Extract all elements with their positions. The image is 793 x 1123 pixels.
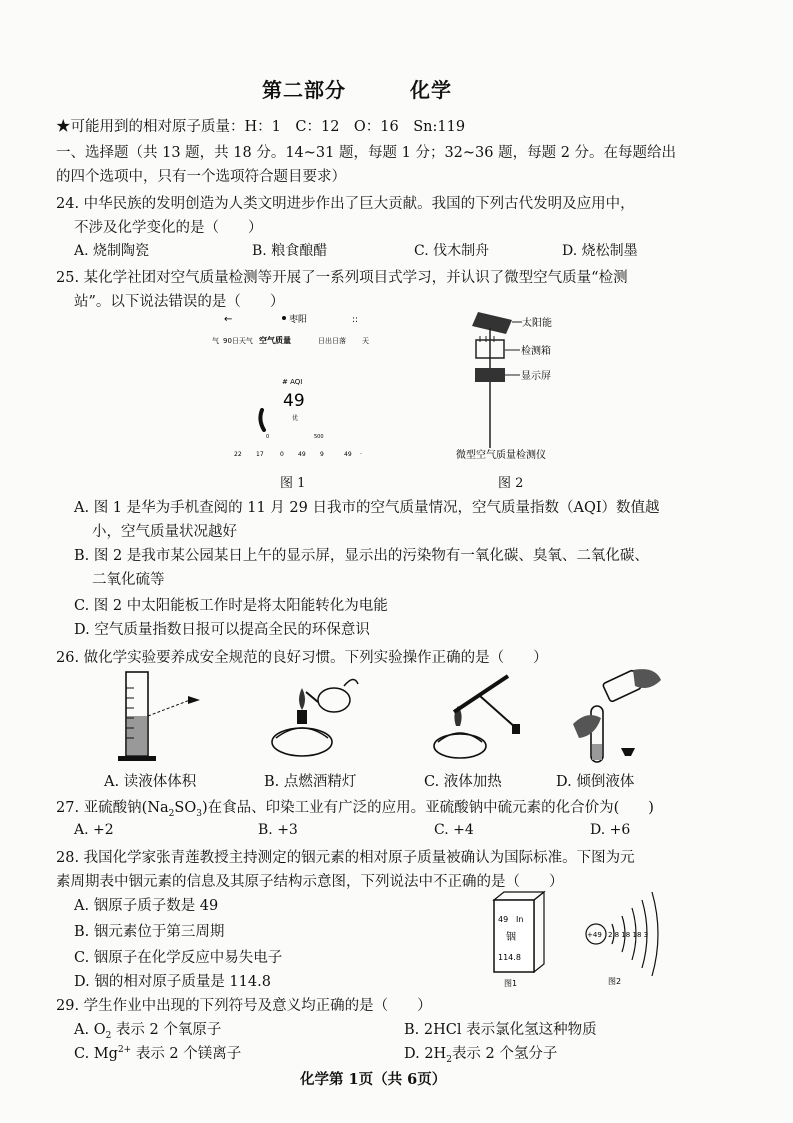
q24-option-b: B. 粮食酿醋: [252, 243, 328, 259]
q26-option-d: D. 倾倒液体: [556, 774, 635, 790]
atomic-number: 49: [498, 915, 509, 924]
section-instructions-1: 一、选择题（共 13 题，共 18 分。14~31 题，每题 1 分；32~36 题，每题 2 分。在每题给出: [56, 145, 677, 161]
tab-sunrise: 日出日落: [318, 337, 346, 345]
eye-icon: [188, 696, 200, 704]
pouring-liquid-icon: [565, 666, 675, 766]
electron-shells: 2 8 18 18 3: [608, 931, 649, 939]
back-arrow-icon: ←: [224, 314, 233, 325]
atom-caption: 图2: [608, 977, 622, 986]
atomic-mass: 114.8: [498, 953, 521, 962]
bottom-value: 9: [320, 451, 324, 458]
q24-stem-2: 不涉及化学变化的是（ ）: [74, 220, 263, 236]
q28-option-b: B. 铟元素位于第三周期: [74, 924, 225, 940]
q25-stem-1: 25. 某化学社团对空气质量检测等开展了一系列项目式学习，并认识了微型空气质量“检测: [56, 270, 628, 286]
q27-stem: 27. 亚硫酸钠$(Na_2SO_3)$在食品、印染工业有广泛的应用。亚硫酸钠中硫元素的化合价为( ): [56, 800, 654, 819]
q29-option-c: C. $Mg^{2+}$ 表示 2 个镁离子: [74, 1045, 242, 1062]
bottom-value: 0: [280, 451, 284, 458]
q25-option-b-2: 二氧化硫等: [92, 572, 165, 588]
graduated-cylinder-icon: [100, 668, 210, 768]
nucleus-charge: +49: [587, 931, 602, 939]
q29-stem: 29. 学生作业中出现的下列符号及意义均正确的是（ ）: [56, 998, 432, 1014]
q28-option-d: D. 铟的相对原子质量是 114.8: [74, 974, 271, 990]
q25-option-d: D. 空气质量指数日报可以提高全民的环保意识: [74, 622, 370, 638]
q27-option-b: B. +3: [258, 822, 298, 838]
q25-option-c: C. 图 2 中太阳能板工作时是将太阳能转化为电能: [74, 598, 388, 614]
q24-option-c: C. 伐木制舟: [414, 243, 490, 259]
q25-stem-2: 站”。以下说法错误的是（ ）: [74, 294, 285, 310]
q24-option-d: D. 烧松制墨: [562, 243, 638, 259]
figure-1-caption: 图 1: [280, 476, 306, 491]
element-caption: 图1: [504, 979, 518, 988]
display-screen-icon: [475, 368, 505, 382]
city-name: 枣阳: [289, 315, 308, 325]
heating-test-tube-icon: [420, 666, 530, 766]
indium-element-cell: [488, 888, 548, 988]
q27-option-c: C. +4: [434, 822, 474, 838]
aqi-level: 优: [292, 415, 299, 422]
q27-option-a: A. +2: [74, 822, 114, 838]
indium-atom-structure: [582, 886, 672, 986]
aqi-bottom-values: [234, 451, 362, 458]
q28-stem-1: 28. 我国化学家张青莲教授主持测定的铟元素的相对原子质量被确认为国际标准。下图为元: [56, 850, 635, 866]
q29-option-a: A. $O_2$ 表示 2 个氧原子: [74, 1022, 222, 1041]
element-symbol: In: [516, 915, 524, 924]
bottom-value: 17: [256, 451, 264, 458]
aqi-label: # AQI: [282, 378, 303, 386]
label-box: 检测箱: [521, 346, 551, 357]
subject-title: 化学: [410, 78, 452, 102]
bottom-value: 49: [344, 451, 352, 458]
q26-option-a: A. 读液体体积: [104, 774, 197, 790]
section-instructions-2: 的四个选项中，只有一个选项符合题目要求）: [56, 169, 346, 185]
atomic-masses: ★可能用到的相对原子质量：H：1 C：12 O：16 Sn:119: [56, 119, 466, 135]
air-monitor-figure: [450, 308, 590, 468]
alcohol-lamp-icon: [262, 666, 372, 766]
device-name: 微型空气质量检测仪: [456, 450, 546, 461]
q29-option-d: D. $2H_2$表示 2 个氢分子: [404, 1046, 558, 1065]
q25-option-a-2: 小，空气质量状况越好: [92, 524, 237, 540]
bottom-value: 49: [298, 451, 306, 458]
aqi-phone-figure: [210, 310, 380, 470]
tab-air-quality: 空气质量: [259, 336, 291, 345]
solar-panel-icon: [472, 312, 512, 334]
q26-option-c: C. 液体加热: [424, 774, 502, 790]
section-title: 第二部分: [262, 78, 346, 102]
q27-option-d: D. +6: [590, 822, 631, 838]
label-screen: 显示屏: [521, 371, 551, 382]
bottom-value: 22: [234, 451, 242, 458]
q25-option-a-1: A. 图 1 是华为手机查阅的 11 月 29 日我市的空气质量情况，空气质量指数（AQI）数值越: [74, 500, 660, 516]
aqi-gauge-arc: [260, 410, 264, 430]
q28-option-c: C. 铟原子在化学反应中易失电子: [74, 950, 283, 966]
location-icon: [282, 316, 286, 320]
tab-more: 天: [362, 337, 369, 345]
figure-2-caption: 图 2: [498, 476, 524, 491]
page-footer: 化学第 1页（共 6页）: [300, 1071, 447, 1088]
q26-option-b: B. 点燃酒精灯: [264, 774, 357, 790]
scale-max: 500: [314, 434, 324, 440]
bottom-value: ·: [360, 451, 362, 458]
tab-weather: 气: [212, 337, 219, 345]
q24-stem-1: 24. 中华民族的发明创造为人类文明进步作出了巨大贡献。我国的下列古代发明及应用中，: [56, 196, 635, 212]
label-solar: 太阳能: [522, 318, 552, 329]
q25-option-b-1: B. 图 2 是我市某公园某日上午的显示屏，显示出的污染物有一氧化碳、臭氧、二氧化碳、: [74, 548, 649, 564]
q28-option-a: A. 铟原子质子数是 49: [74, 898, 219, 914]
q26-stem: 26. 做化学实验要养成安全规范的良好习惯。下列实验操作正确的是（ ）: [56, 650, 548, 666]
q24-option-a: A. 烧制陶瓷: [74, 243, 150, 259]
q29-option-b: B. 2HCl 表示氯化氢这种物质: [404, 1022, 597, 1038]
q28-stem-2: 素周期表中铟元素的信息及其原子结构示意图，下列说法中不正确的是（ ）: [56, 874, 564, 890]
tab-90-day: 90日天气: [223, 337, 253, 345]
aqi-value: 49: [283, 391, 305, 411]
more-icon: ::: [352, 315, 359, 325]
scale-min: 0: [266, 434, 270, 440]
element-name: 铟: [506, 932, 516, 943]
